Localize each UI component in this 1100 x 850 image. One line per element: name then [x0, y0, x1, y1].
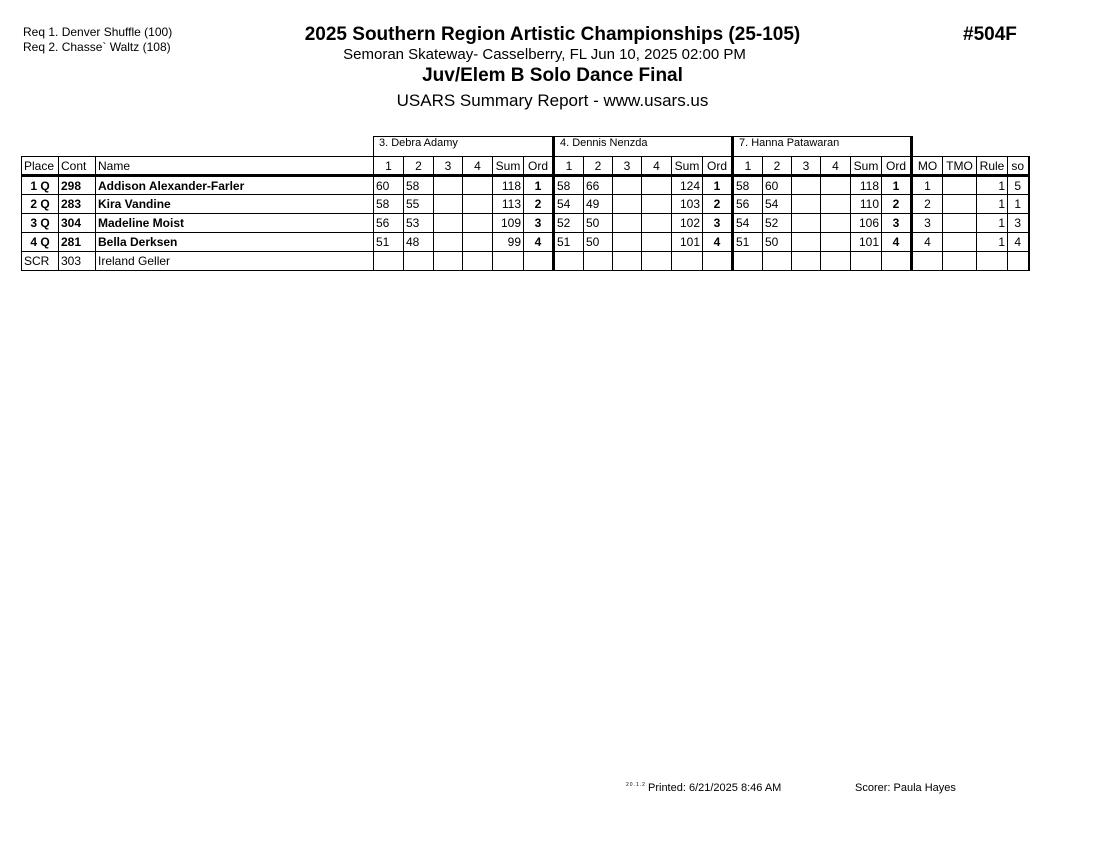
so-cell: 3 — [1008, 214, 1029, 233]
sum-cell — [851, 252, 882, 271]
col-so: so — [1008, 157, 1029, 176]
score-4-cell — [821, 176, 851, 195]
cont-cell: 298 — [59, 176, 96, 195]
score-1-cell: 51 — [374, 233, 404, 252]
score-2-cell: 48 — [404, 233, 434, 252]
score-1-cell: 58 — [733, 176, 763, 195]
col-j2-4: 4 — [642, 157, 672, 176]
table-row — [22, 233, 1029, 252]
venue-date: Semoran Skateway- Casselberry, FL Jun 10, 2025 02:00 PM — [343, 46, 746, 63]
score-3-cell — [613, 233, 642, 252]
score-4-cell — [642, 233, 672, 252]
ordinal-cell: 1 — [882, 176, 912, 195]
ordinal-cell: 1 — [703, 176, 733, 195]
ordinal-cell: 3 — [882, 214, 912, 233]
tmo-cell — [943, 233, 977, 252]
scorer-name: Scorer: Paula Hayes — [855, 782, 956, 794]
table-row — [22, 252, 1029, 271]
score-2-cell: 53 — [404, 214, 434, 233]
score-1-cell — [554, 252, 584, 271]
col-rule: Rule — [977, 157, 1008, 176]
col-place: Place — [22, 157, 59, 176]
so-cell: 4 — [1008, 233, 1029, 252]
col-name: Name — [96, 157, 374, 176]
score-1-cell: 51 — [733, 233, 763, 252]
sum-cell: 103 — [672, 195, 703, 214]
score-2-cell — [404, 252, 434, 271]
score-3-cell — [434, 252, 463, 271]
column-header-row — [22, 157, 1029, 176]
place-cell: 2 Q — [22, 195, 59, 214]
sum-cell: 110 — [851, 195, 882, 214]
ordinal-cell: 2 — [524, 195, 554, 214]
col-j3-3: 3 — [792, 157, 821, 176]
judge-2-header: 4. Dennis Nenzda — [554, 137, 733, 157]
tmo-cell — [943, 252, 977, 271]
rule-cell: 1 — [977, 195, 1008, 214]
sum-cell: 106 — [851, 214, 882, 233]
score-3-cell — [792, 214, 821, 233]
results-table — [21, 136, 1030, 271]
score-1-cell: 56 — [374, 214, 404, 233]
col-j1-2: 2 — [404, 157, 434, 176]
mo-cell: 2 — [912, 195, 943, 214]
score-2-cell: 54 — [763, 195, 792, 214]
score-1-cell: 54 — [733, 214, 763, 233]
score-1-cell — [733, 252, 763, 271]
score-2-cell — [584, 252, 613, 271]
ordinal-cell: 2 — [882, 195, 912, 214]
col-j1-1: 1 — [374, 157, 404, 176]
report-id: #504F — [963, 24, 1017, 45]
so-cell: 5 — [1008, 176, 1029, 195]
place-cell: SCR — [22, 252, 59, 271]
col-j2-2: 2 — [584, 157, 613, 176]
score-3-cell — [613, 214, 642, 233]
score-4-cell — [463, 214, 493, 233]
place-cell: 1 Q — [22, 176, 59, 195]
ordinal-cell: 2 — [703, 195, 733, 214]
cont-cell: 283 — [59, 195, 96, 214]
score-2-cell: 52 — [763, 214, 792, 233]
sum-cell: 102 — [672, 214, 703, 233]
name-cell: Bella Derksen — [96, 233, 374, 252]
score-1-cell: 58 — [554, 176, 584, 195]
col-j3-2: 2 — [763, 157, 792, 176]
score-4-cell — [463, 233, 493, 252]
rule-cell: 1 — [977, 176, 1008, 195]
judge-3-header: 7. Hanna Patawaran — [733, 137, 912, 157]
sum-cell: 101 — [672, 233, 703, 252]
col-j1-3: 3 — [434, 157, 463, 176]
score-3-cell — [434, 214, 463, 233]
judge-1-header: 3. Debra Adamy — [374, 137, 554, 157]
col-j2-ord: Ord — [703, 157, 733, 176]
score-1-cell: 51 — [554, 233, 584, 252]
score-3-cell — [792, 233, 821, 252]
score-2-cell: 55 — [404, 195, 434, 214]
ordinal-cell — [703, 252, 733, 271]
score-2-cell: 50 — [584, 233, 613, 252]
cont-cell: 304 — [59, 214, 96, 233]
rule-cell: 1 — [977, 233, 1008, 252]
table-row — [22, 214, 1029, 233]
score-3-cell — [434, 195, 463, 214]
sum-cell: 101 — [851, 233, 882, 252]
name-cell: Addison Alexander-Farler — [96, 176, 374, 195]
tmo-cell — [943, 195, 977, 214]
competition-title: 2025 Southern Region Artistic Championships (25-105) — [304, 24, 801, 45]
requirement-2: Req 2. Chasse` Waltz (108) — [23, 40, 171, 54]
col-j2-1: 1 — [554, 157, 584, 176]
name-cell: Ireland Geller — [96, 252, 374, 271]
score-1-cell — [374, 252, 404, 271]
table-row — [22, 195, 1029, 214]
judge-header-row — [22, 137, 1029, 157]
col-j2-3: 3 — [613, 157, 642, 176]
col-j1-sum: Sum — [493, 157, 524, 176]
score-3-cell — [613, 195, 642, 214]
score-1-cell: 58 — [374, 195, 404, 214]
score-3-cell — [613, 176, 642, 195]
mo-cell: 3 — [912, 214, 943, 233]
sum-cell — [493, 252, 524, 271]
sum-cell: 113 — [493, 195, 524, 214]
mo-cell — [912, 252, 943, 271]
score-4-cell — [463, 176, 493, 195]
col-tmo: TMO — [943, 157, 977, 176]
col-j1-4: 4 — [463, 157, 493, 176]
col-cont: Cont — [59, 157, 96, 176]
col-mo: MO — [912, 157, 943, 176]
tmo-cell — [943, 214, 977, 233]
ordinal-cell: 4 — [703, 233, 733, 252]
ordinal-cell: 3 — [703, 214, 733, 233]
mo-cell: 1 — [912, 176, 943, 195]
score-3-cell — [613, 252, 642, 271]
tmo-cell — [943, 176, 977, 195]
score-1-cell: 52 — [554, 214, 584, 233]
score-4-cell — [821, 195, 851, 214]
report-title: USARS Summary Report - www.usars.us — [396, 91, 709, 110]
score-3-cell — [792, 176, 821, 195]
requirement-1: Req 1. Denver Shuffle (100) — [23, 25, 173, 39]
score-2-cell: 50 — [763, 233, 792, 252]
so-cell: 1 — [1008, 195, 1029, 214]
col-j3-4: 4 — [821, 157, 851, 176]
event-title: Juv/Elem B Solo Dance Final — [422, 65, 683, 86]
score-3-cell — [792, 195, 821, 214]
ordinal-cell: 1 — [524, 176, 554, 195]
cont-cell: 303 — [59, 252, 96, 271]
score-4-cell — [463, 195, 493, 214]
sum-cell — [672, 252, 703, 271]
score-4-cell — [642, 214, 672, 233]
score-3-cell — [792, 252, 821, 271]
col-j3-1: 1 — [733, 157, 763, 176]
sum-cell: 118 — [851, 176, 882, 195]
sum-cell: 109 — [493, 214, 524, 233]
score-3-cell — [434, 176, 463, 195]
score-2-cell — [763, 252, 792, 271]
score-4-cell — [463, 252, 493, 271]
score-4-cell — [642, 176, 672, 195]
col-j1-ord: Ord — [524, 157, 554, 176]
so-cell — [1008, 252, 1029, 271]
name-cell: Madeline Moist — [96, 214, 374, 233]
score-4-cell — [821, 252, 851, 271]
col-j3-sum: Sum — [851, 157, 882, 176]
mo-cell: 4 — [912, 233, 943, 252]
rule-cell: 1 — [977, 214, 1008, 233]
score-4-cell — [642, 252, 672, 271]
col-j3-ord: Ord — [882, 157, 912, 176]
ordinal-cell: 3 — [524, 214, 554, 233]
cont-cell: 281 — [59, 233, 96, 252]
score-4-cell — [642, 195, 672, 214]
score-3-cell — [434, 233, 463, 252]
ordinal-cell — [524, 252, 554, 271]
score-2-cell: 49 — [584, 195, 613, 214]
place-cell: 3 Q — [22, 214, 59, 233]
ordinal-cell — [882, 252, 912, 271]
score-1-cell: 56 — [733, 195, 763, 214]
table-row — [22, 176, 1029, 195]
rule-cell — [977, 252, 1008, 271]
score-2-cell: 58 — [404, 176, 434, 195]
col-j2-sum: Sum — [672, 157, 703, 176]
score-1-cell: 54 — [554, 195, 584, 214]
printed-timestamp: Printed: 6/21/2025 8:46 AM — [648, 782, 782, 794]
version-mark: 20.1.2 — [626, 782, 646, 788]
place-cell: 4 Q — [22, 233, 59, 252]
ordinal-cell: 4 — [524, 233, 554, 252]
sum-cell: 124 — [672, 176, 703, 195]
score-4-cell — [821, 233, 851, 252]
score-1-cell: 60 — [374, 176, 404, 195]
ordinal-cell: 4 — [882, 233, 912, 252]
score-2-cell: 50 — [584, 214, 613, 233]
score-2-cell: 60 — [763, 176, 792, 195]
score-2-cell: 66 — [584, 176, 613, 195]
sum-cell: 118 — [493, 176, 524, 195]
name-cell: Kira Vandine — [96, 195, 374, 214]
score-4-cell — [821, 214, 851, 233]
sum-cell: 99 — [493, 233, 524, 252]
